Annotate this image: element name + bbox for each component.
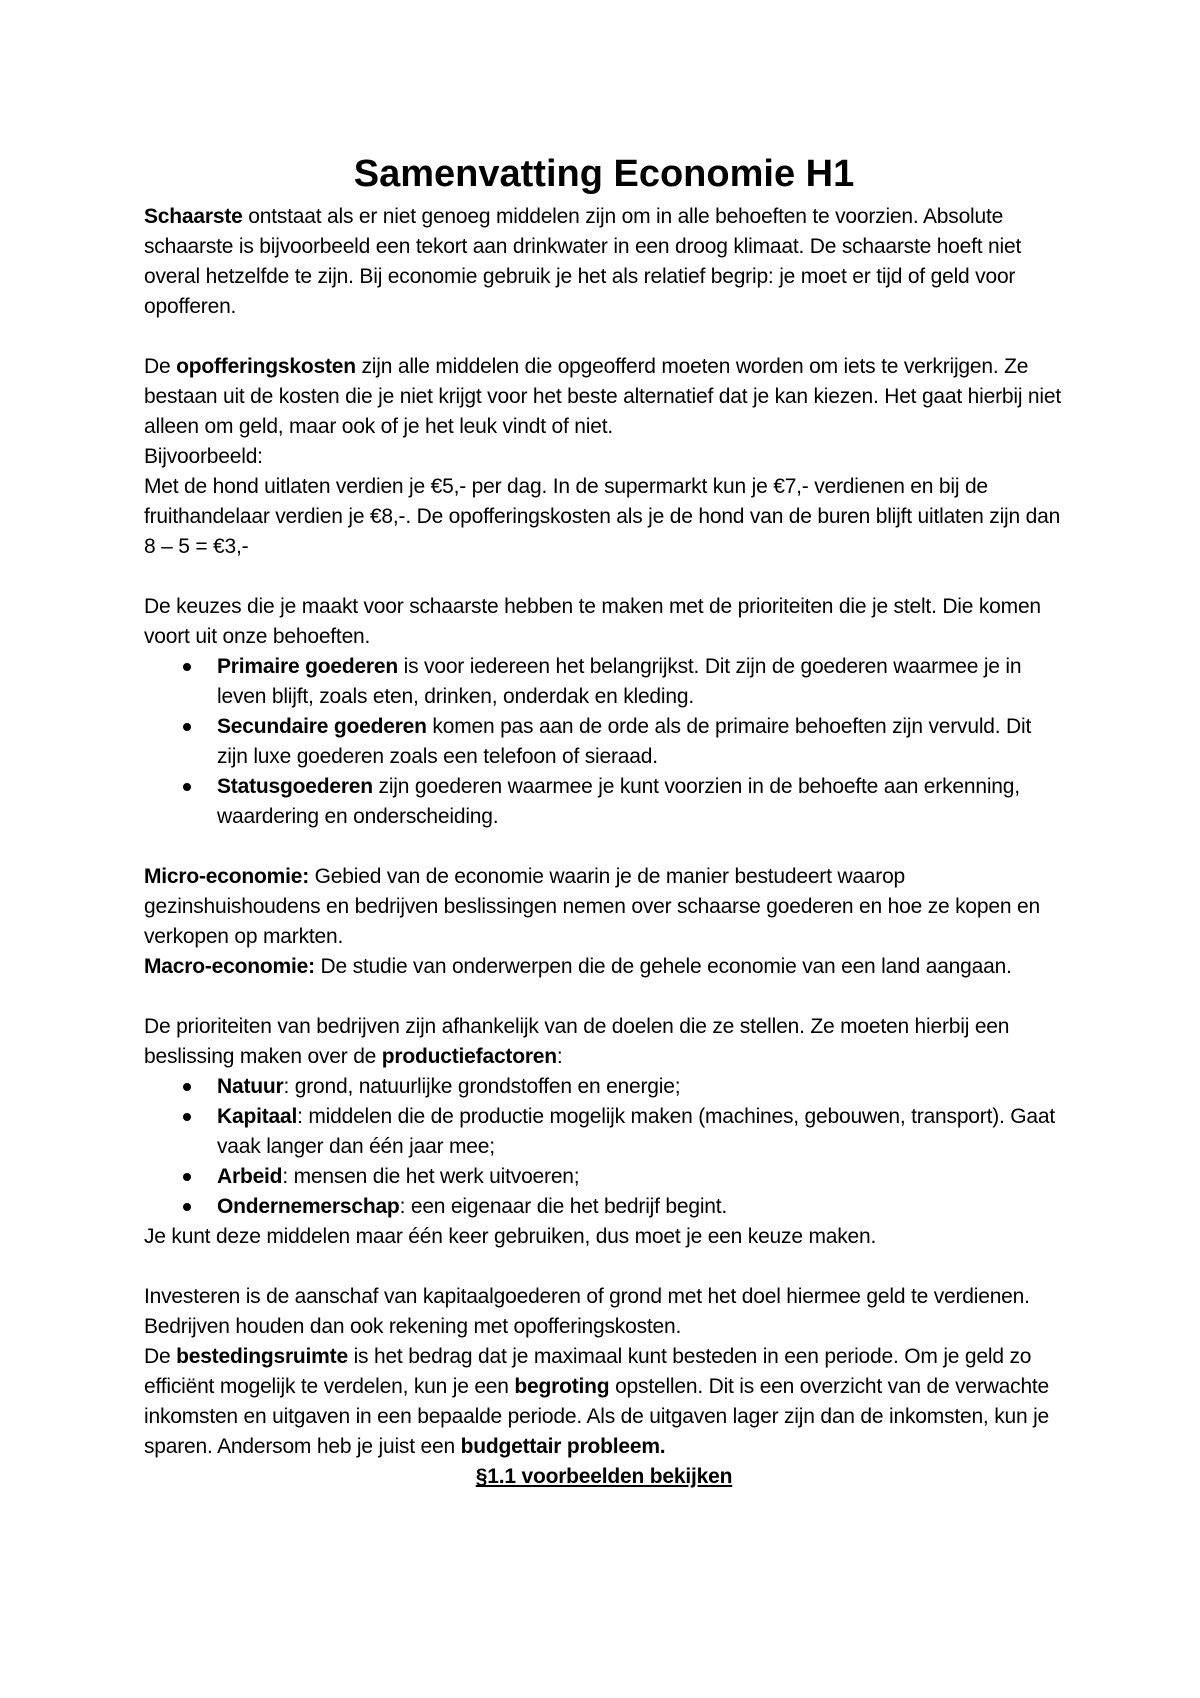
term-begroting: begroting (514, 1375, 610, 1398)
term-arbeid: Arbeid (217, 1165, 283, 1188)
term-kapitaal: Kapitaal (217, 1105, 298, 1128)
list-item (217, 1162, 1064, 1192)
term-bestedingsruimte: bestedingsruimte (176, 1345, 348, 1368)
bullet-icon (183, 1083, 191, 1091)
text-prioriteiten-colon: : (556, 1045, 563, 1068)
bullet-icon (183, 663, 191, 671)
term-ondernemerschap: Ondernemerschap (217, 1195, 400, 1218)
text-schaarste: ontstaat als er niet genoeg middelen zijn om in alle behoeften te voorzien. Absolute schaarste is bijvoorbeeld een tekort aan drinkwater in een droog klimaat. De schaarste hoeft niet overal hetzelfde te zijn. Bij economie gebruik je het als relatief begrip: je moet er tijd of geld voor opofferen. (144, 205, 1022, 318)
term-statusgoederen: Statusgoederen (217, 775, 373, 798)
bullet-icon (183, 1203, 191, 1211)
text-arbeid: : mensen die het werk uitvoeren; (282, 1165, 580, 1188)
paragraph-opofferingskosten (144, 352, 1064, 442)
paragraph-macro-economie (144, 952, 1064, 982)
paragraph-micro-economie (144, 862, 1064, 952)
page-title: Samenvatting Economie H1 (353, 153, 855, 195)
text-micro-economie: Gebied van de economie waarin je de manier bestudeert waarop gezinshuishoudens en bedrijven beslissingen nemen over schaarse goederen en hoe ze kopen en verkopen op markten. (144, 865, 1040, 948)
list-item (217, 772, 1064, 832)
text-macro-economie: De studie van onderwerpen die de gehele economie van een land aangaan. (314, 955, 1012, 978)
term-primaire-goederen: Primaire goederen (217, 655, 399, 678)
term-schaarste: Schaarste (144, 205, 243, 228)
voorbeelden-link[interactable]: §1.1 voorbeelden bekijken (475, 1465, 733, 1488)
text-primaire-goederen: is voor iedereen het belangrijkst. Dit zijn de goederen waarmee je in leven blijft, zoals eten, drinken, onderdak en kleding. (217, 655, 1022, 708)
text-ondernemerschap: : een eigenaar die het bedrijf begint. (399, 1195, 728, 1218)
paragraph-investeren: Investeren is de aanschaf van kapitaalgoederen of grond met het doel hiermee geld te verdienen. Bedrijven houden dan ook rekening met opofferingskosten. (144, 1285, 1030, 1338)
bullet-icon (183, 783, 191, 791)
document-page (144, 148, 1064, 1492)
list-productiefactoren (144, 1072, 1064, 1222)
list-item (217, 1072, 1064, 1102)
text-secundaire-goederen: komen pas aan de orde als de primaire behoeften zijn vervuld. Dit zijn luxe goederen zoals een telefoon of sieraad. (217, 715, 1032, 768)
bullet-icon (183, 1113, 191, 1121)
text-prioriteiten-intro: De prioriteiten van bedrijven zijn afhankelijk van de doelen die ze stellen. Ze moeten hierbij een beslissing maken over de (144, 1015, 1010, 1068)
paragraph-prioriteiten (144, 1012, 1064, 1072)
term-secundaire-goederen: Secundaire goederen (217, 715, 427, 738)
bullet-icon (183, 1173, 191, 1181)
text-natuur: : grond, natuurlijke grondstoffen en energie; (283, 1075, 681, 1098)
term-natuur: Natuur (217, 1075, 284, 1098)
text-kapitaal: : middelen die de productie mogelijk maken (machines, gebouwen, transport). Gaat vaak langer dan één jaar mee; (217, 1105, 1056, 1158)
list-item (217, 1192, 1064, 1222)
list-item (217, 1102, 1064, 1162)
term-micro-economie: Micro-economie: (144, 865, 310, 888)
term-opofferingskosten: opofferingskosten (176, 355, 356, 378)
term-budgettair-probleem: budgettair probleem. (460, 1435, 666, 1458)
paragraph-middelen: Je kunt deze middelen maar één keer gebruiken, dus moet je een keuze maken. (144, 1225, 877, 1248)
term-productiefactoren: productiefactoren (381, 1045, 557, 1068)
text-besteding-pre: De (144, 1345, 177, 1368)
example-label: Bijvoorbeeld: (144, 445, 263, 468)
paragraph-schaarste (144, 202, 1064, 322)
list-item (217, 712, 1064, 772)
example-text: Met de hond uitlaten verdien je €5,- per dag. In de supermarkt kun je €7,- verdienen en bij de fruithandelaar verdien je €8,-. De opofferingskosten als je de hond van de buren blijft uitlaten zijn dan 8 – 5 = €3,- (144, 475, 1061, 558)
text-besteding-mid2: opstellen. Dit is een overzicht van de verwachte inkomsten en uitgaven in een bepaalde periode. Als de uitgaven lager zijn dan de inkomsten, kun je sparen. Andersom heb je juist een (144, 1375, 1050, 1458)
paragraph-bestedingsruimte (144, 1342, 1064, 1462)
bullet-icon (183, 723, 191, 731)
text-opofferingskosten: zijn alle middelen die opgeofferd moeten worden om iets te verkrijgen. Ze bestaan uit de kosten die je niet krijgt voor het beste alternatief dat je kan kiezen. Het gaat hierbij niet alleen om geld, maar ook of je het leuk vindt of niet. (144, 355, 1061, 438)
term-macro-economie: Macro-economie: (144, 955, 315, 978)
text-opoffering-pre: De (144, 355, 177, 378)
text-besteding-mid1: is het bedrag dat je maximaal kunt besteden in een periode. Om je geld zo efficiënt mogelijk te verdelen, kun je een (144, 1345, 1032, 1398)
paragraph-keuzes: De keuzes die je maakt voor schaarste hebben te maken met de prioriteiten die je stelt. Die komen voort uit onze behoeften. (144, 595, 1041, 648)
list-item (217, 652, 1064, 712)
list-goederen (144, 652, 1064, 832)
text-statusgoederen: zijn goederen waarmee je kunt voorzien in de behoefte aan erkenning, waardering en onderscheiding. (217, 775, 1020, 828)
